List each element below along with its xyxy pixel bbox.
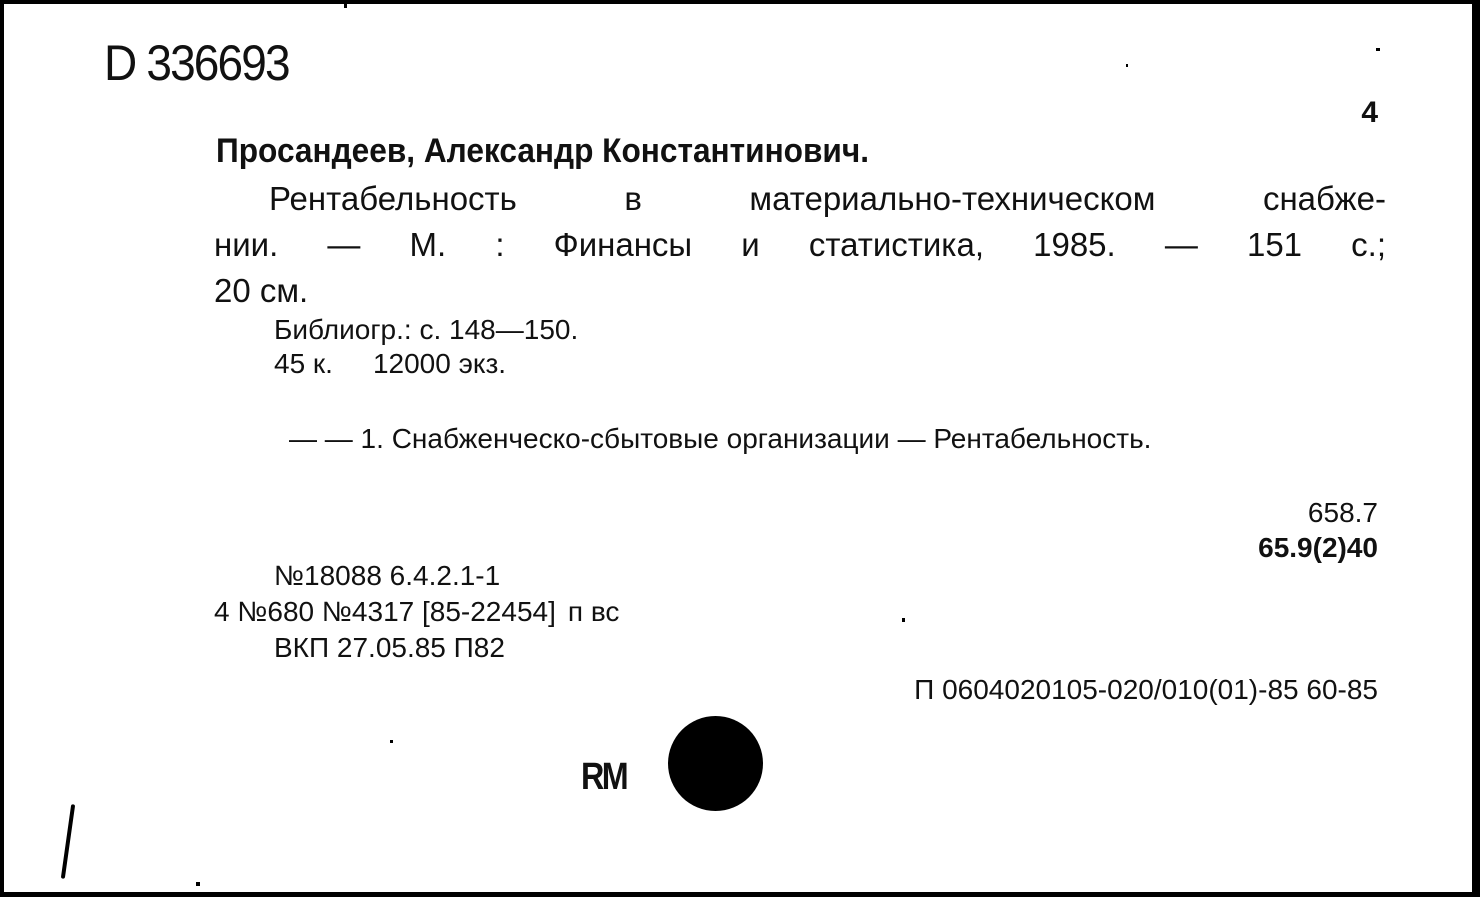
word: 20 см. <box>214 272 309 309</box>
speck-mark <box>902 618 905 622</box>
filled-circle-mark <box>668 716 763 811</box>
udc-code: 658.7 <box>1307 497 1378 528</box>
subject-heading: — — 1. Снабженческо-сбытовые организации — Рентабельность. <box>289 423 1152 454</box>
speck-mark <box>390 740 393 743</box>
registration-line: №18088 6.4.2.1-1 <box>274 560 501 591</box>
order-line <box>214 596 619 628</box>
word: М. <box>409 226 447 263</box>
word: статистика, <box>808 226 984 263</box>
vkp-line: ВКП 27.05.85 П82 <box>274 632 505 663</box>
word: 151 <box>1246 226 1303 263</box>
card-number: 4 <box>1361 96 1378 129</box>
speck-mark <box>196 882 200 886</box>
copies: 12000 экз. <box>372 348 507 379</box>
description-line-2 <box>214 222 1386 268</box>
rm-stamp: RM <box>581 756 627 798</box>
catalog-card <box>4 4 1472 892</box>
order-suffix: п вс <box>567 596 620 627</box>
speck-mark <box>1126 64 1128 67</box>
price: 45 к. <box>274 348 333 379</box>
word: Финансы <box>553 226 693 263</box>
description-line-1 <box>214 176 1386 222</box>
speck-mark <box>344 4 347 8</box>
word: — <box>327 226 361 263</box>
word: снабже- <box>1262 180 1386 217</box>
word: : <box>495 226 505 263</box>
bibliography-note: Библиогр.: с. 148—150. <box>274 314 579 345</box>
word: и <box>741 226 760 263</box>
word: нии. <box>214 226 279 263</box>
word: материально-техническом <box>749 180 1156 217</box>
order-numbers: 4 №680 №4317 [85-22454] <box>214 596 556 627</box>
price-copies-line <box>274 348 506 380</box>
bibliographic-description <box>214 176 1386 314</box>
author-heading: Просандеев, Александр Константинович. <box>216 132 870 170</box>
publication-index: П 0604020105-020/010(01)-85 60-85 <box>914 674 1378 705</box>
word: 1985. <box>1033 226 1116 263</box>
description-line-3 <box>214 268 1386 314</box>
bbk-code: 65.9(2)40 <box>1258 532 1378 563</box>
word: Рентабельность <box>269 180 517 217</box>
word: в <box>624 180 642 217</box>
word: с.; <box>1351 226 1386 263</box>
card-code: D 336693 <box>104 35 289 91</box>
word: — <box>1164 226 1198 263</box>
speck-mark <box>1376 48 1380 51</box>
pen-stroke-mark <box>61 804 75 879</box>
